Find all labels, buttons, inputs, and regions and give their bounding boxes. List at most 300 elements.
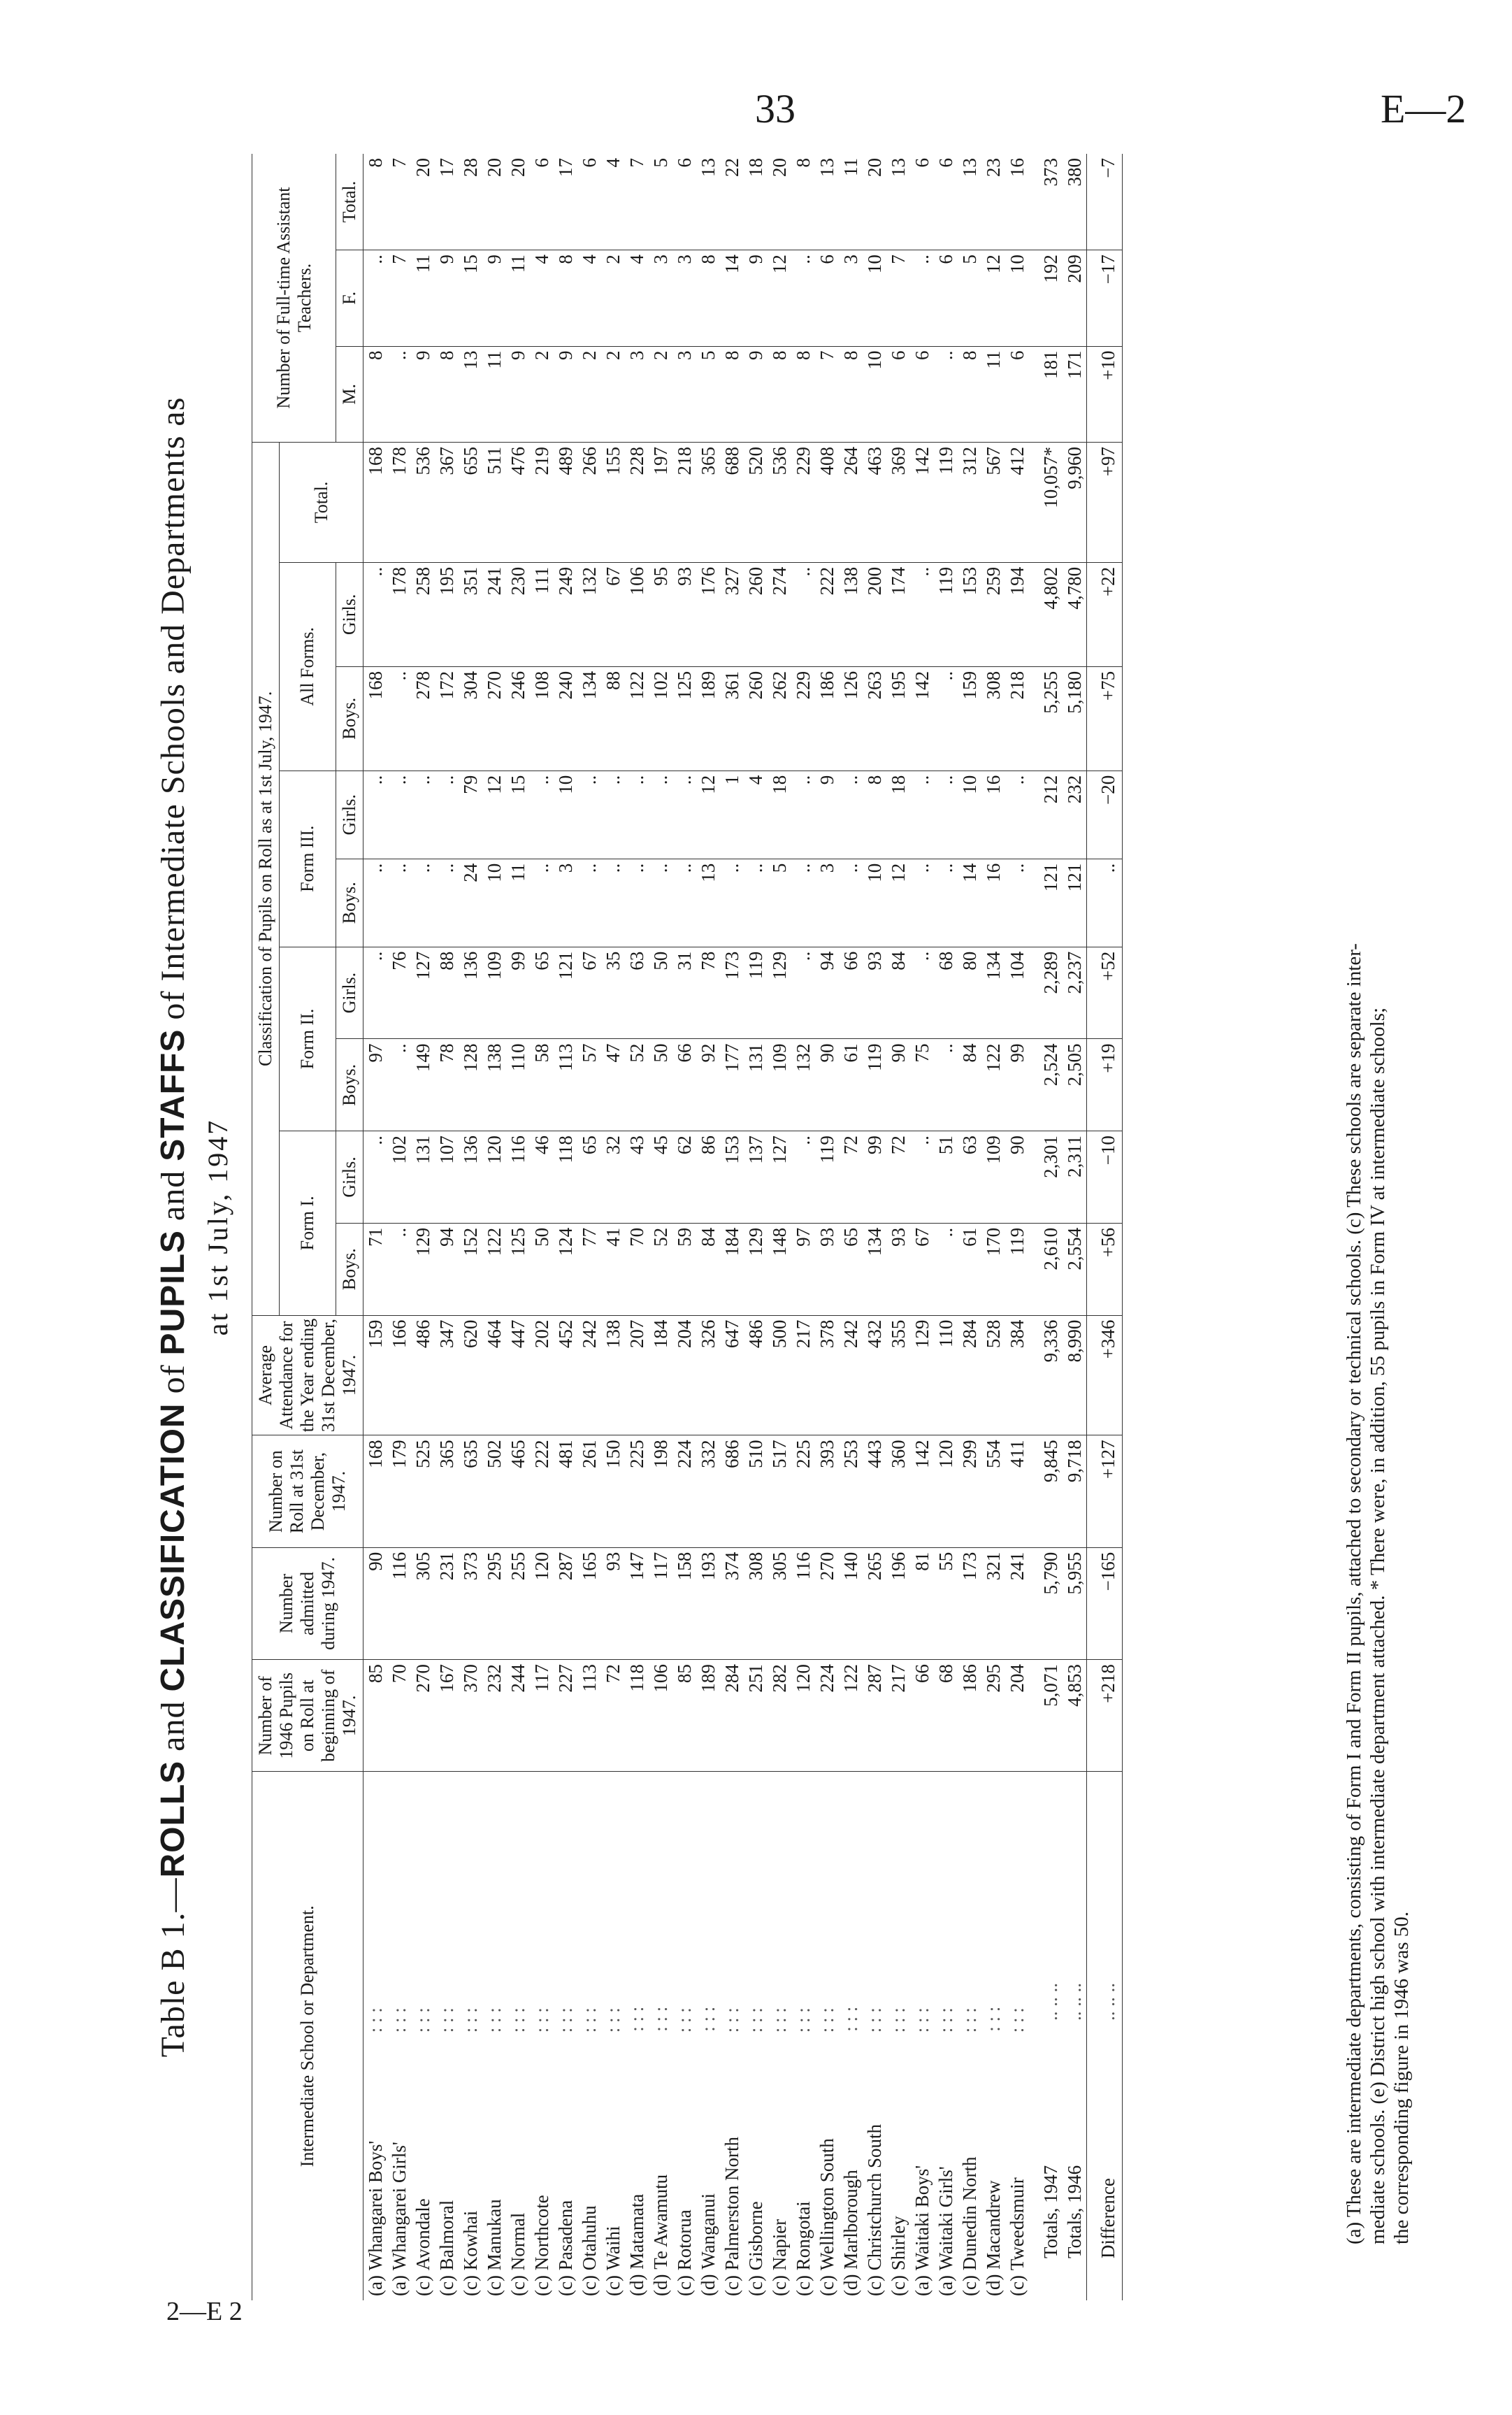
school-name: Whangarei Girls' <box>389 2142 410 2271</box>
value-cell-m: 9 <box>506 346 530 442</box>
value-cell-beg: 224 <box>815 1660 839 1772</box>
school-name: Whangarei Boys' <box>365 2140 386 2271</box>
value-cell-beg: 4,853 <box>1063 1660 1087 1772</box>
value-cell-f1g: 2,311 <box>1063 1131 1087 1224</box>
leader-dots: .. .. .. <box>1064 1983 1085 2021</box>
value-cell-f2g: 93 <box>863 947 886 1039</box>
value-cell-f: 11 <box>506 250 530 346</box>
table-row <box>1039 154 1063 2300</box>
value-cell-beg: 70 <box>387 1660 411 1772</box>
table-row <box>601 154 625 2300</box>
value-cell-ag: .. <box>363 562 388 666</box>
col-girls: Girls. <box>336 947 363 1039</box>
school-name-cell <box>863 1772 886 2300</box>
value-cell-f1b: 61 <box>958 1223 981 1315</box>
value-cell-f3b: 3 <box>815 859 839 947</box>
value-cell-ag: 249 <box>554 562 577 666</box>
value-cell-dec: 222 <box>530 1435 554 1547</box>
value-cell-att: 8,990 <box>1063 1315 1087 1435</box>
value-cell-adm: 158 <box>672 1547 696 1659</box>
value-cell-f1g: 137 <box>744 1131 768 1224</box>
value-cell-f2g: .. <box>910 947 934 1039</box>
value-cell-f3g: 10 <box>958 771 981 859</box>
value-cell-f2b: .. <box>387 1039 411 1131</box>
value-cell-dec: +127 <box>1087 1435 1123 1547</box>
value-cell-m: 8 <box>768 346 791 442</box>
value-cell-ag: 327 <box>720 562 744 666</box>
value-cell-t: 6 <box>672 154 696 250</box>
value-cell-f3g: 212 <box>1039 771 1063 859</box>
school-name-cell <box>1063 1772 1087 2300</box>
value-cell-f2g: 2,289 <box>1039 947 1063 1039</box>
value-cell-beg: 284 <box>720 1660 744 1772</box>
value-cell-t: 11 <box>839 154 863 250</box>
value-cell-tot: 155 <box>601 442 625 562</box>
value-cell-t: 16 <box>1005 154 1029 250</box>
value-cell-ab: 88 <box>601 666 625 771</box>
value-cell-dec: 517 <box>768 1435 791 1547</box>
col-total: Total. <box>280 442 363 562</box>
value-cell-tot: 511 <box>482 442 506 562</box>
table-row <box>839 154 863 2300</box>
school-code: (c) <box>603 2275 624 2296</box>
value-cell-adm: 255 <box>506 1547 530 1659</box>
school-name: Shirley <box>888 2216 909 2271</box>
value-cell-f1g: 109 <box>981 1131 1005 1224</box>
value-cell-f2g: 121 <box>554 947 577 1039</box>
value-cell-f2b: 57 <box>577 1039 601 1131</box>
value-cell-f3g: .. <box>910 771 934 859</box>
value-cell-beg: 85 <box>672 1660 696 1772</box>
value-cell-f2g: 66 <box>839 947 863 1039</box>
school-code: (c) <box>555 2275 576 2296</box>
spacer-cell <box>1029 771 1039 859</box>
value-cell-f: 9 <box>744 250 768 346</box>
value-cell-tot: 264 <box>839 442 863 562</box>
col-form2: Form II. <box>280 947 336 1131</box>
value-cell-m: 6 <box>886 346 910 442</box>
page-code: E—2 <box>1381 86 1467 131</box>
value-cell-beg: 287 <box>863 1660 886 1772</box>
school-code: (c) <box>959 2275 980 2296</box>
value-cell-tot: 9,960 <box>1063 442 1087 562</box>
table-row <box>482 154 506 2300</box>
school-name-cell <box>958 1772 981 2300</box>
value-cell-f: 209 <box>1063 250 1087 346</box>
value-cell-f1b: 59 <box>672 1223 696 1315</box>
value-cell-f1b: 84 <box>696 1223 720 1315</box>
spacer-cell <box>1029 562 1039 666</box>
school-name-cell <box>981 1772 1005 2300</box>
value-cell-f2g: 136 <box>459 947 482 1039</box>
value-cell-att: 284 <box>958 1315 981 1435</box>
value-cell-beg: 122 <box>839 1660 863 1772</box>
value-cell-f1b: .. <box>934 1223 958 1315</box>
value-cell-f2b: 66 <box>672 1039 696 1131</box>
school-name-cell <box>839 1772 863 2300</box>
value-cell-t: 373 <box>1039 154 1063 250</box>
value-cell-f: 4 <box>625 250 649 346</box>
value-cell-f3b: .. <box>672 859 696 947</box>
value-cell-tot: 228 <box>625 442 649 562</box>
school-code: (c) <box>816 2275 837 2296</box>
col-f: F. <box>336 250 363 346</box>
value-cell-ab: 308 <box>981 666 1005 771</box>
school-name: Manukau <box>484 2199 505 2271</box>
value-cell-f: 4 <box>530 250 554 346</box>
value-cell-f: 15 <box>459 250 482 346</box>
value-cell-ag: 260 <box>744 562 768 666</box>
table-row <box>459 154 482 2300</box>
value-cell-m: 8 <box>720 346 744 442</box>
value-cell-ab: 5,255 <box>1039 666 1063 771</box>
school-name-cell <box>672 1772 696 2300</box>
value-cell-adm: 287 <box>554 1547 577 1659</box>
value-cell-att: 500 <box>768 1315 791 1435</box>
value-cell-f1g: 63 <box>958 1131 981 1224</box>
value-cell-f1g: 119 <box>815 1131 839 1224</box>
value-cell-tot: 218 <box>672 442 696 562</box>
spacer-cell <box>1029 1131 1039 1224</box>
value-cell-f: 3 <box>839 250 863 346</box>
value-cell-t: 20 <box>411 154 435 250</box>
value-cell-f: 12 <box>768 250 791 346</box>
leader-dots: : : : <box>460 2007 481 2033</box>
table-subtitle: at 1st July, 1947 <box>202 1118 233 1336</box>
value-cell-ag: 259 <box>981 562 1005 666</box>
value-cell-t: 13 <box>815 154 839 250</box>
value-cell-dec: 168 <box>363 1435 388 1547</box>
value-cell-ab: 102 <box>649 666 672 771</box>
school-name: Waitaki Boys' <box>912 2165 933 2271</box>
value-cell-adm: 147 <box>625 1547 649 1659</box>
value-cell-dec: 393 <box>815 1435 839 1547</box>
value-cell-f: 14 <box>720 250 744 346</box>
value-cell-f1b: 2,610 <box>1039 1223 1063 1315</box>
value-cell-adm: 196 <box>886 1547 910 1659</box>
value-cell-adm: 295 <box>482 1547 506 1659</box>
value-cell-adm: 140 <box>839 1547 863 1659</box>
school-name-cell <box>934 1772 958 2300</box>
value-cell-adm: 241 <box>1005 1547 1029 1659</box>
value-cell-f: .. <box>791 250 815 346</box>
value-cell-f1g: 62 <box>672 1131 696 1224</box>
value-cell-dec: 502 <box>482 1435 506 1547</box>
value-cell-f3b: 10 <box>863 859 886 947</box>
value-cell-tot: 536 <box>411 442 435 562</box>
value-cell-adm: 305 <box>768 1547 791 1659</box>
value-cell-ab: 189 <box>696 666 720 771</box>
school-name: Difference <box>1097 2178 1118 2258</box>
value-cell-f3b: .. <box>601 859 625 947</box>
value-cell-t: 13 <box>886 154 910 250</box>
school-name: Rongotai <box>793 2201 814 2271</box>
value-cell-t: 22 <box>720 154 744 250</box>
value-cell-att: 355 <box>886 1315 910 1435</box>
value-cell-f3b: 14 <box>958 859 981 947</box>
value-cell-f: 2 <box>601 250 625 346</box>
value-cell-f3g: 9 <box>815 771 839 859</box>
value-cell-beg: 66 <box>910 1660 934 1772</box>
value-cell-tot: 567 <box>981 442 1005 562</box>
value-cell-f2g: 109 <box>482 947 506 1039</box>
value-cell-f2g: 65 <box>530 947 554 1039</box>
col-classification: Classification of Pupils on Roll as at 1st July, 1947. <box>252 442 280 1315</box>
value-cell-adm: 231 <box>435 1547 459 1659</box>
table-row <box>577 154 601 2300</box>
value-cell-t: 13 <box>958 154 981 250</box>
spacer-cell <box>1029 250 1039 346</box>
value-cell-att: 620 <box>459 1315 482 1435</box>
value-cell-f2b: 131 <box>744 1039 768 1131</box>
table-body <box>363 154 1123 2300</box>
value-cell-att: 207 <box>625 1315 649 1435</box>
value-cell-ab: 218 <box>1005 666 1029 771</box>
value-cell-ab: 195 <box>886 666 910 771</box>
leader-dots: : : : <box>436 2007 457 2033</box>
spacer-cell <box>1029 442 1039 562</box>
value-cell-dec: 225 <box>791 1435 815 1547</box>
value-cell-f1g: 45 <box>649 1131 672 1224</box>
value-cell-t: 17 <box>554 154 577 250</box>
value-cell-f: 10 <box>863 250 886 346</box>
school-name: Avondale <box>412 2198 433 2271</box>
value-cell-att: 432 <box>863 1315 886 1435</box>
value-cell-f2g: 2,237 <box>1063 947 1087 1039</box>
col-form3: Form III. <box>280 771 336 947</box>
value-cell-m: 6 <box>910 346 934 442</box>
value-cell-adm: 90 <box>363 1547 388 1659</box>
leader-dots: .. .. .. <box>1097 1983 1118 2021</box>
value-cell-att: 452 <box>554 1315 577 1435</box>
school-name-cell <box>363 1772 388 2300</box>
value-cell-adm: 373 <box>459 1547 482 1659</box>
col-admitted: Number admitted during 1947. <box>252 1547 363 1659</box>
value-cell-f2g: 127 <box>411 947 435 1039</box>
value-cell-tot: 655 <box>459 442 482 562</box>
value-cell-ag: 222 <box>815 562 839 666</box>
school-name-cell <box>791 1772 815 2300</box>
value-cell-t: 6 <box>934 154 958 250</box>
value-cell-att: +346 <box>1087 1315 1123 1435</box>
value-cell-f1g: 51 <box>934 1131 958 1224</box>
value-cell-f2g: 68 <box>934 947 958 1039</box>
value-cell-f2g: 94 <box>815 947 839 1039</box>
value-cell-f3g: .. <box>649 771 672 859</box>
value-cell-f1b: 77 <box>577 1223 601 1315</box>
school-name-cell <box>577 1772 601 2300</box>
value-cell-tot: 365 <box>696 442 720 562</box>
value-cell-f1g: .. <box>910 1131 934 1224</box>
value-cell-f3g: .. <box>411 771 435 859</box>
value-cell-f2g: .. <box>363 947 388 1039</box>
value-cell-beg: 186 <box>958 1660 981 1772</box>
footer-code: 2—E 2 <box>166 2297 243 2326</box>
school-name: Matamata <box>626 2193 647 2270</box>
leader-dots: : : : <box>1007 2007 1028 2033</box>
value-cell-f3g: .. <box>601 771 625 859</box>
table-row <box>744 154 768 2300</box>
table-row <box>672 154 696 2300</box>
value-cell-ab: .. <box>387 666 411 771</box>
value-cell-f1b: 52 <box>649 1223 672 1315</box>
value-cell-tot: 178 <box>387 442 411 562</box>
value-cell-f3b: 121 <box>1063 859 1087 947</box>
value-cell-adm: 173 <box>958 1547 981 1659</box>
value-cell-dec: 120 <box>934 1435 958 1547</box>
value-cell-ab: 246 <box>506 666 530 771</box>
spacer-cell <box>1029 1039 1039 1131</box>
value-cell-dec: 225 <box>625 1435 649 1547</box>
value-cell-tot: 197 <box>649 442 672 562</box>
value-cell-tot: 367 <box>435 442 459 562</box>
school-code: (d) <box>983 2274 1004 2296</box>
value-cell-f2b: 84 <box>958 1039 981 1131</box>
value-cell-f3b: 121 <box>1039 859 1063 947</box>
value-cell-f1g: 46 <box>530 1131 554 1224</box>
value-cell-t: 20 <box>768 154 791 250</box>
table-row <box>435 154 459 2300</box>
value-cell-f3b: .. <box>530 859 554 947</box>
value-cell-adm: −165 <box>1087 1547 1123 1659</box>
value-cell-dec: 360 <box>886 1435 910 1547</box>
value-cell-ag: 111 <box>530 562 554 666</box>
value-cell-beg: 227 <box>554 1660 577 1772</box>
value-cell-m: 5 <box>696 346 720 442</box>
spacer-cell <box>1029 859 1039 947</box>
value-cell-att: 110 <box>934 1315 958 1435</box>
value-cell-ab: 278 <box>411 666 435 771</box>
value-cell-tot: 10,057* <box>1039 442 1063 562</box>
value-cell-m: 3 <box>625 346 649 442</box>
value-cell-m: 181 <box>1039 346 1063 442</box>
leader-dots: : : : <box>365 2007 386 2033</box>
value-cell-tot: 369 <box>886 442 910 562</box>
value-cell-f2g: 50 <box>649 947 672 1039</box>
value-cell-f1b: 50 <box>530 1223 554 1315</box>
value-cell-f1g: −10 <box>1087 1131 1123 1224</box>
spacer-cell <box>1029 346 1039 442</box>
value-cell-f3b: .. <box>791 859 815 947</box>
value-cell-tot: 412 <box>1005 442 1029 562</box>
value-cell-beg: 189 <box>696 1660 720 1772</box>
value-cell-f2b: 149 <box>411 1039 435 1131</box>
value-cell-f1b: 124 <box>554 1223 577 1315</box>
value-cell-dec: 150 <box>601 1435 625 1547</box>
value-cell-f3g: 4 <box>744 771 768 859</box>
school-name-cell <box>459 1772 482 2300</box>
col-teachers-total: Total. <box>336 154 363 250</box>
school-name-cell <box>815 1772 839 2300</box>
value-cell-m: 10 <box>863 346 886 442</box>
leader-dots: : : : <box>674 2007 695 2033</box>
value-cell-f3b: .. <box>1005 859 1029 947</box>
value-cell-f1b: 93 <box>886 1223 910 1315</box>
value-cell-adm: 193 <box>696 1547 720 1659</box>
value-cell-beg: 167 <box>435 1660 459 1772</box>
value-cell-f3g: .. <box>1005 771 1029 859</box>
value-cell-f2b: 58 <box>530 1039 554 1131</box>
school-code: (c) <box>460 2275 481 2296</box>
value-cell-f1b: 41 <box>601 1223 625 1315</box>
col-form1: Form I. <box>280 1131 336 1315</box>
value-cell-ab: 168 <box>363 666 388 771</box>
value-cell-att: 647 <box>720 1315 744 1435</box>
value-cell-f1b: +56 <box>1087 1223 1123 1315</box>
value-cell-dec: 443 <box>863 1435 886 1547</box>
value-cell-f3g: 18 <box>768 771 791 859</box>
spacer-cell <box>1029 1772 1039 2300</box>
value-cell-tot: 312 <box>958 442 981 562</box>
value-cell-f: 8 <box>696 250 720 346</box>
value-cell-m: 8 <box>435 346 459 442</box>
value-cell-f: 3 <box>649 250 672 346</box>
value-cell-f1b: 122 <box>482 1223 506 1315</box>
school-name: Totals, 1947 <box>1040 2165 1061 2258</box>
school-name: Gisborne <box>745 2201 766 2271</box>
value-cell-beg: 118 <box>625 1660 649 1772</box>
value-cell-f1b: 93 <box>815 1223 839 1315</box>
value-cell-beg: 117 <box>530 1660 554 1772</box>
value-cell-f3b: .. <box>387 859 411 947</box>
value-cell-f3b: .. <box>910 859 934 947</box>
value-cell-f3g: 16 <box>981 771 1005 859</box>
value-cell-f3b: .. <box>649 859 672 947</box>
value-cell-ab: 260 <box>744 666 768 771</box>
school-name: Normal <box>507 2212 528 2271</box>
table-row <box>649 154 672 2300</box>
value-cell-ag: 178 <box>387 562 411 666</box>
col-school: Intermediate School or Department. <box>252 1772 363 2300</box>
leader-dots: : : : <box>745 2007 766 2033</box>
value-cell-dec: 224 <box>672 1435 696 1547</box>
school-code: (c) <box>721 2275 742 2296</box>
value-cell-adm: 374 <box>720 1547 744 1659</box>
col-allforms: All Forms. <box>280 562 336 771</box>
value-cell-f3b: .. <box>411 859 435 947</box>
value-cell-att: 378 <box>815 1315 839 1435</box>
value-cell-ab: 186 <box>815 666 839 771</box>
school-name-cell <box>554 1772 577 2300</box>
value-cell-att: 486 <box>411 1315 435 1435</box>
page-header <box>0 0 1512 154</box>
leader-dots: : : : <box>721 2007 742 2033</box>
leader-dots: : : : <box>626 2006 647 2032</box>
value-cell-m: 8 <box>363 346 388 442</box>
value-cell-m: .. <box>934 346 958 442</box>
value-cell-f1g: 90 <box>1005 1131 1029 1224</box>
value-cell-ag: 4,780 <box>1063 562 1087 666</box>
leader-dots: : : : <box>389 2007 410 2033</box>
value-cell-ab: 262 <box>768 666 791 771</box>
value-cell-beg: 204 <box>1005 1660 1029 1772</box>
value-cell-ab: 122 <box>625 666 649 771</box>
value-cell-f2b: 109 <box>768 1039 791 1131</box>
value-cell-adm: 55 <box>934 1547 958 1659</box>
value-cell-t: 20 <box>482 154 506 250</box>
value-cell-f1g: 2,301 <box>1039 1131 1063 1224</box>
table-row <box>981 154 1005 2300</box>
table-row <box>768 154 791 2300</box>
school-code: (c) <box>412 2275 433 2296</box>
value-cell-f2g: 88 <box>435 947 459 1039</box>
table-row <box>934 154 958 2300</box>
col-attendance: Average Attendance for the Year ending 31st December, 1947. <box>252 1315 363 1435</box>
value-cell-f3b: 13 <box>696 859 720 947</box>
school-name-cell <box>482 1772 506 2300</box>
value-cell-f1g: 118 <box>554 1131 577 1224</box>
value-cell-f3g: .. <box>672 771 696 859</box>
